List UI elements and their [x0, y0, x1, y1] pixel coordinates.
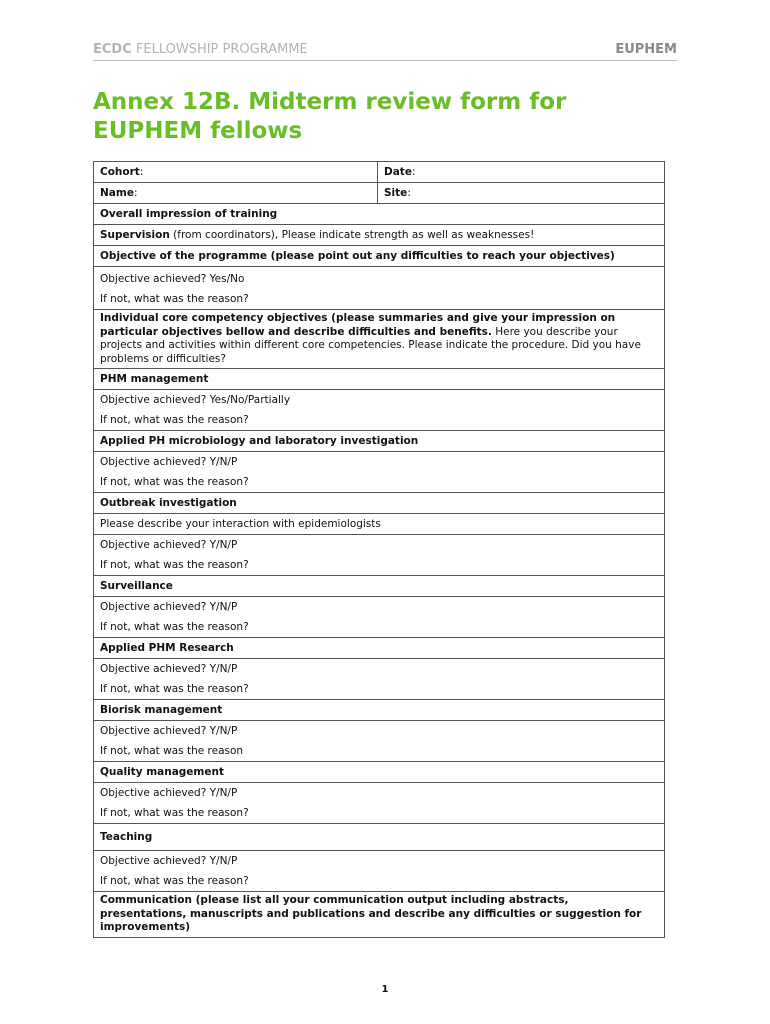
section-answer[interactable]	[94, 390, 665, 431]
section-answer[interactable]	[94, 535, 665, 576]
objective-achieved-line: Objective achieved? Y/N/P	[100, 787, 238, 799]
section-answer[interactable]	[94, 452, 665, 493]
if-not-line: If not, what was the reason?	[100, 559, 249, 571]
objective-achieved-line: Objective achieved? Yes/No/Partially	[100, 394, 291, 406]
section-title: Teaching	[94, 824, 665, 851]
section-answer[interactable]	[94, 721, 665, 762]
if-not-line: If not, what was the reason?	[100, 875, 249, 887]
name-field[interactable]: Name:	[94, 183, 378, 204]
date-field[interactable]: Date:	[378, 162, 665, 183]
section-answer[interactable]	[94, 851, 665, 892]
section-answer[interactable]	[94, 597, 665, 638]
cohort-field[interactable]: Cohort:	[94, 162, 378, 183]
section-title: Applied PH microbiology and laboratory investigation	[94, 431, 665, 452]
section-title: PHM management	[94, 369, 665, 390]
core-competency-intro: Individual core competency objectives (please summaries and give your impression on particular objectives bellow and describe difficulties and benefits. Here you describe your projects and activities within different core competencies. Please indicate the procedure. Did you have problems or difficulties?	[94, 310, 665, 369]
page-number: 1	[381, 984, 389, 995]
page-title: Annex 12B. Midterm review form for EUPHEM fellows	[93, 89, 567, 144]
site-field[interactable]: Site:	[378, 183, 665, 204]
section-answer[interactable]	[94, 783, 665, 824]
overall-impression-label: Overall impression of training	[94, 204, 665, 225]
objective-achieved-line: Objective achieved? Y/N/P	[100, 855, 238, 867]
supervision-row[interactable]: Supervision (from coordinators), Please indicate strength as well as weaknesses!	[94, 225, 665, 246]
if-not-line: If not, what was the reason?	[100, 414, 249, 426]
objective-achieved-line: Objective achieved? Y/N/P	[100, 539, 238, 551]
communication-label: Communication (please list all your communication output including abstracts, presentations, manuscripts and publications and describe any difficulties or suggestion for improvements)	[94, 892, 665, 938]
objective-programme-label: Objective of the programme (please point out any difficulties to reach your objectives)	[94, 246, 665, 267]
if-not-line: If not, what was the reason?	[100, 807, 249, 819]
section-title: Applied PHM Research	[94, 638, 665, 659]
objective-achieved-line: Objective achieved? Y/N/P	[100, 725, 238, 737]
programme-answer[interactable]	[94, 267, 665, 310]
page-header	[93, 42, 677, 61]
objective-achieved-line: Objective achieved? Y/N/P	[100, 601, 238, 613]
review-form-table	[93, 161, 665, 938]
objective-achieved-line: Objective achieved? Y/N/P	[100, 456, 238, 468]
if-not-line: If not, what was the reason?	[100, 683, 249, 695]
if-not-line: If not, what was the reason?	[100, 621, 249, 633]
objective-achieved-line: Objective achieved? Yes/No	[100, 273, 245, 285]
section-answer[interactable]	[94, 659, 665, 700]
section-title: Biorisk management	[94, 700, 665, 721]
section-extra[interactable]: Please describe your interaction with epidemiologists	[94, 514, 665, 535]
if-not-line: If not, what was the reason	[100, 745, 244, 757]
header-programme: ECDC FELLOWSHIP PROGRAMME	[93, 42, 308, 57]
if-not-line: If not, what was the reason?	[100, 476, 249, 488]
section-title: Outbreak investigation	[94, 493, 665, 514]
section-title: Quality management	[94, 762, 665, 783]
objective-achieved-line: Objective achieved? Y/N/P	[100, 663, 238, 675]
if-not-line: If not, what was the reason?	[100, 293, 249, 305]
section-title: Surveillance	[94, 576, 665, 597]
header-euphem: EUPHEM	[615, 42, 677, 57]
